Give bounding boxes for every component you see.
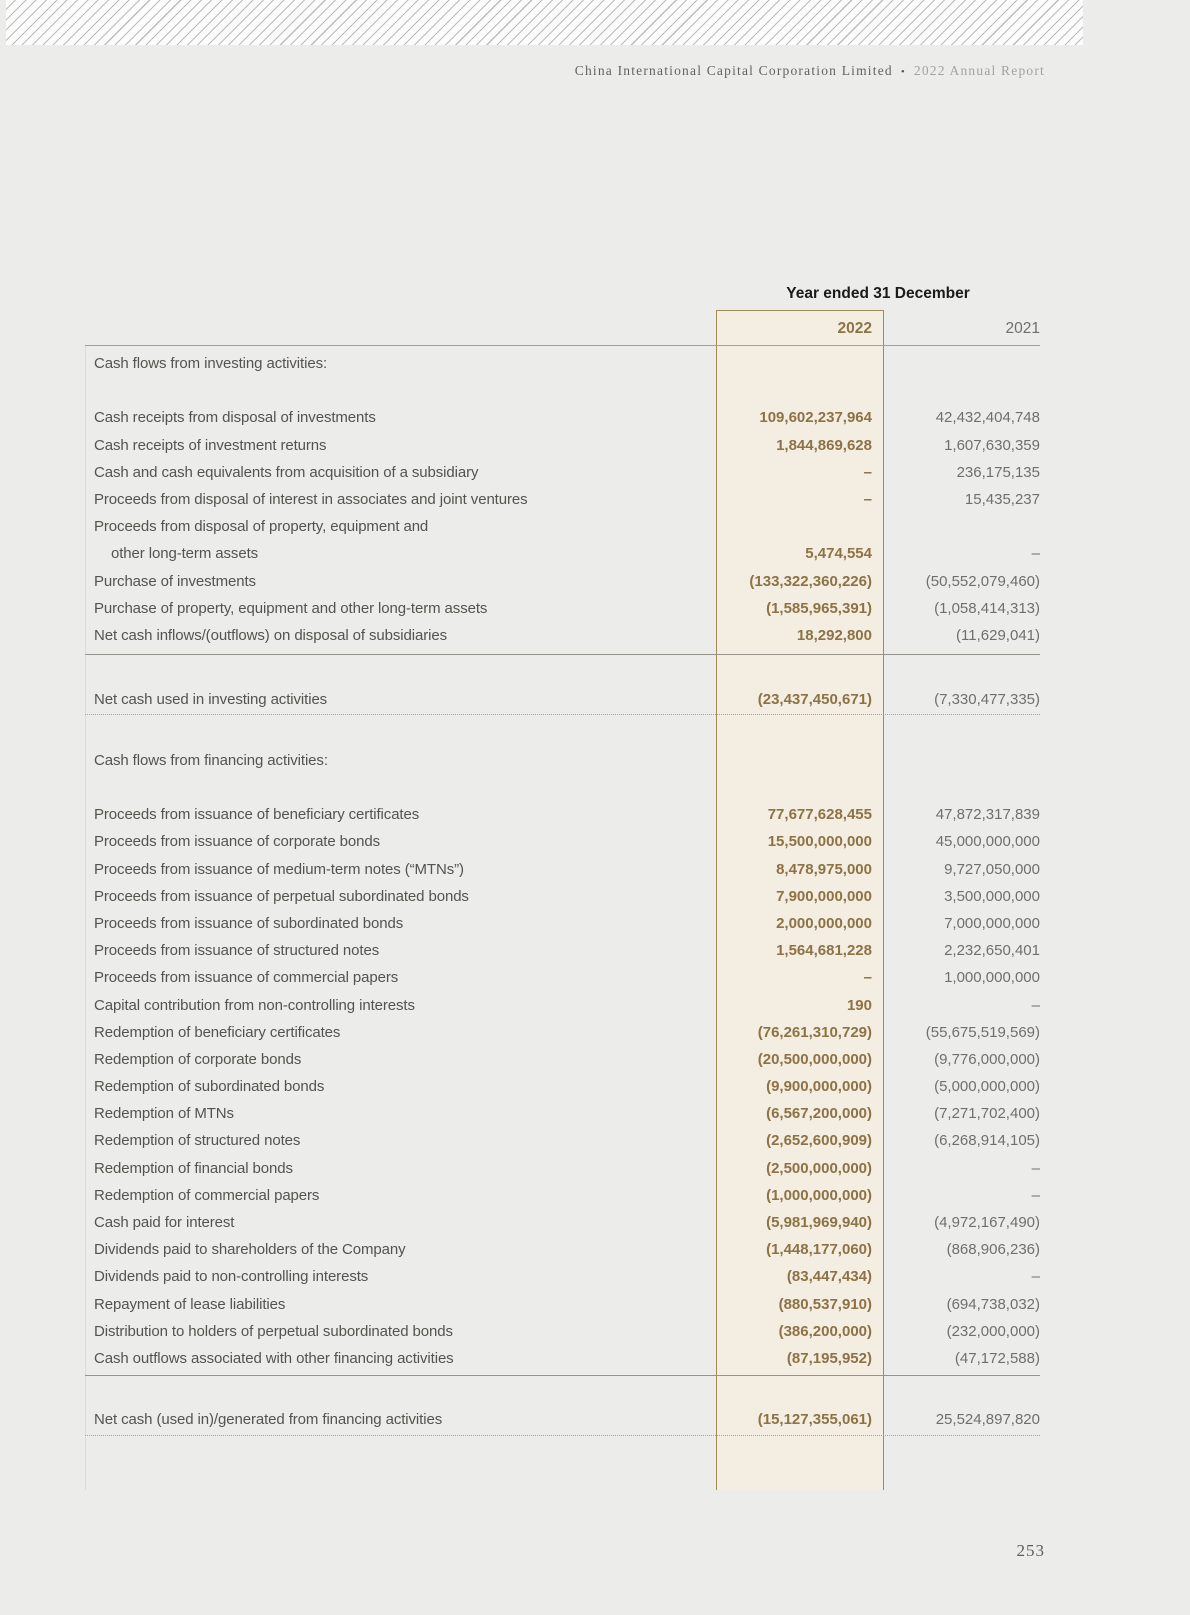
value-2022: 190 [846, 996, 872, 1014]
table-rows [85, 283, 1040, 1466]
spacer-row [85, 377, 1040, 404]
value-2021: 47,872,317,839 [935, 806, 1040, 824]
row-label: Net cash used in investing activities [94, 691, 328, 709]
value-2021: – [1031, 996, 1040, 1014]
table-row [85, 1406, 1040, 1433]
row-label: Distribution to holders of perpetual subordinated bonds [94, 1322, 453, 1340]
value-2022: 1,844,869,628 [776, 436, 872, 454]
cash-flow-table [85, 283, 1040, 1466]
row-label: Cash outflows associated with other financing activities [94, 1349, 454, 1367]
row-label: Proceeds from issuance of structured notes [94, 942, 380, 960]
column-header-2021: 2021 [1005, 320, 1040, 337]
table-row [85, 937, 1040, 964]
value-2022: 109,602,237,964 [759, 409, 872, 427]
value-2021: – [1031, 1268, 1040, 1286]
value-2021: (4,972,167,490) [934, 1214, 1040, 1232]
value-2021: 1,607,630,359 [944, 436, 1040, 454]
value-2021: – [1031, 545, 1040, 563]
table-row [85, 622, 1040, 649]
row-label: Purchase of investments [94, 572, 256, 590]
row-label: Dividends paid to shareholders of the Company [94, 1241, 406, 1259]
value-2022: 7,900,000,000 [776, 887, 872, 905]
row-label: Redemption of commercial papers [94, 1186, 320, 1204]
value-2021: (47,172,588) [954, 1349, 1040, 1367]
value-2022: (87,195,952) [786, 1349, 872, 1367]
value-2022: – [863, 969, 872, 987]
table-row [85, 801, 1040, 828]
value-2022: (6,567,200,000) [766, 1105, 872, 1123]
table-row [85, 686, 1040, 713]
table-row [85, 1046, 1040, 1073]
table-row [85, 1318, 1040, 1345]
decorative-stripe-band [6, 0, 1083, 45]
row-label: Capital contribution from non-controlling interests [94, 996, 415, 1014]
spacer-row [85, 715, 1040, 747]
table-row [85, 404, 1040, 431]
value-2021: (5,000,000,000) [934, 1078, 1040, 1096]
section-row [85, 350, 1040, 377]
spacer-row [85, 774, 1040, 801]
row-label: Redemption of structured notes [94, 1132, 301, 1150]
value-2021: 45,000,000,000 [935, 833, 1040, 851]
row-label: Cash and cash equivalents from acquisition of a subsidiary [94, 463, 479, 481]
table-row [85, 459, 1040, 486]
section-row [85, 747, 1040, 774]
value-2022: – [863, 491, 872, 509]
value-2022: (1,585,965,391) [766, 599, 872, 617]
column-header-2022: 2022 [837, 320, 872, 337]
value-2022: – [863, 463, 872, 481]
table-row [85, 1155, 1040, 1182]
value-2021: – [1031, 1186, 1040, 1204]
value-2021: (7,271,702,400) [934, 1105, 1040, 1123]
value-2021: 42,432,404,748 [935, 409, 1040, 427]
row-label: Redemption of subordinated bonds [94, 1078, 325, 1096]
value-2022: (133,322,360,226) [749, 572, 872, 590]
value-2021: (55,675,519,569) [925, 1023, 1040, 1041]
row-label: Purchase of property, equipment and other long-term assets [94, 599, 488, 617]
table-row [85, 513, 1040, 540]
value-2021: (232,000,000) [946, 1322, 1040, 1340]
row-label: Redemption of corporate bonds [94, 1050, 302, 1068]
row-label: Proceeds from issuance of perpetual subordinated bonds [94, 887, 469, 905]
value-2022: (23,437,450,671) [757, 691, 872, 709]
row-label: Proceeds from issuance of subordinated bonds [94, 914, 404, 932]
value-2021: 3,500,000,000 [944, 887, 1040, 905]
table-row [85, 1209, 1040, 1236]
value-2021: 236,175,135 [956, 463, 1040, 481]
value-2022: 2,000,000,000 [776, 914, 872, 932]
row-label: Proceeds from issuance of beneficiary certificates [94, 806, 420, 824]
row-label: Proceeds from disposal of interest in associates and joint ventures [94, 491, 528, 509]
value-2021: 15,435,237 [964, 491, 1040, 509]
value-2022: (2,500,000,000) [766, 1159, 872, 1177]
table-row [85, 883, 1040, 910]
value-2022: (5,981,969,940) [766, 1214, 872, 1232]
separator-bullet: • [900, 66, 906, 78]
table-row [85, 1291, 1040, 1318]
value-2021: (11,629,041) [956, 626, 1040, 644]
value-2021: 2,232,650,401 [944, 942, 1040, 960]
row-label: Net cash (used in)/generated from financing activities [94, 1411, 443, 1429]
value-2021: (9,776,000,000) [934, 1050, 1040, 1068]
period-header: Year ended 31 December [786, 285, 970, 302]
table-row [85, 432, 1040, 459]
table-row [85, 1100, 1040, 1127]
table-row [85, 1127, 1040, 1154]
row-label: Cash flows from investing activities: [94, 355, 328, 373]
row-label: Repayment of lease liabilities [94, 1295, 286, 1313]
table-row [85, 964, 1040, 991]
value-2022: (15,127,355,061) [757, 1411, 872, 1429]
value-2021: (868,906,236) [946, 1241, 1040, 1259]
table-row [85, 486, 1040, 513]
table-row [85, 1236, 1040, 1263]
row-label: Cash receipts of investment returns [94, 436, 327, 454]
row-label: Cash receipts from disposal of investments [94, 409, 376, 427]
table-row [85, 1345, 1040, 1372]
value-2022: 15,500,000,000 [767, 833, 872, 851]
table-row [85, 1263, 1040, 1290]
value-2022: (1,448,177,060) [766, 1241, 872, 1259]
value-2022: (880,537,910) [778, 1295, 872, 1313]
value-2022: (20,500,000,000) [757, 1050, 872, 1068]
report-title: 2022 Annual Report [913, 63, 1045, 78]
value-2022: (9,900,000,000) [766, 1078, 872, 1096]
value-2021: (694,738,032) [946, 1295, 1040, 1313]
row-label: Net cash inflows/(outflows) on disposal of subsidiaries [94, 626, 447, 644]
table-row [85, 568, 1040, 595]
row-label: Proceeds from issuance of medium-term notes (“MTNs”) [94, 860, 464, 878]
value-2021: 25,524,897,820 [935, 1411, 1040, 1429]
value-2021: 9,727,050,000 [944, 860, 1040, 878]
row-label: other long-term assets [111, 545, 259, 563]
value-2021: (1,058,414,313) [934, 599, 1040, 617]
row-label: Redemption of beneficiary certificates [94, 1023, 341, 1041]
table-row [85, 595, 1040, 622]
header-rule [85, 345, 1040, 346]
value-2022: 1,564,681,228 [776, 942, 872, 960]
row-label: Redemption of MTNs [94, 1105, 234, 1123]
table-row [85, 991, 1040, 1018]
spacer-row [85, 1376, 1040, 1406]
value-2022: (1,000,000,000) [766, 1186, 872, 1204]
value-2022: 18,292,800 [796, 626, 872, 644]
spacer-row [85, 1436, 1040, 1466]
row-label: Proceeds from issuance of commercial papers [94, 969, 399, 987]
value-2022: 77,677,628,455 [767, 806, 872, 824]
table-row [85, 828, 1040, 855]
value-2021: (6,268,914,105) [934, 1132, 1040, 1150]
table-row [85, 1182, 1040, 1209]
value-2021: – [1031, 1159, 1040, 1177]
row-label: Proceeds from disposal of property, equipment and [94, 518, 429, 536]
value-2021: 1,000,000,000 [944, 969, 1040, 987]
running-head [575, 63, 1045, 79]
spacer-row [85, 655, 1040, 686]
table-row [85, 910, 1040, 937]
row-label: Cash flows from financing activities: [94, 751, 328, 769]
row-label: Dividends paid to non-controlling interests [94, 1268, 369, 1286]
row-label: Redemption of financial bonds [94, 1159, 293, 1177]
table-row [85, 1073, 1040, 1100]
table-row [85, 540, 1040, 567]
value-2021: (7,330,477,335) [934, 691, 1040, 709]
value-2021: 7,000,000,000 [944, 914, 1040, 932]
value-2021: (50,552,079,460) [925, 572, 1040, 590]
value-2022: (76,261,310,729) [757, 1023, 872, 1041]
company-name: China International Capital Corporation Limited [574, 63, 893, 78]
table-row [85, 856, 1040, 883]
row-label: Cash paid for interest [94, 1214, 235, 1232]
value-2022: (386,200,000) [778, 1322, 872, 1340]
value-2022: (83,447,434) [786, 1268, 872, 1286]
value-2022: 5,474,554 [805, 545, 872, 563]
value-2022: 8,478,975,000 [776, 860, 872, 878]
value-2022: (2,652,600,909) [766, 1132, 872, 1150]
table-row [85, 1019, 1040, 1046]
page-number: 253 [1016, 1541, 1045, 1560]
row-label: Proceeds from issuance of corporate bonds [94, 833, 381, 851]
